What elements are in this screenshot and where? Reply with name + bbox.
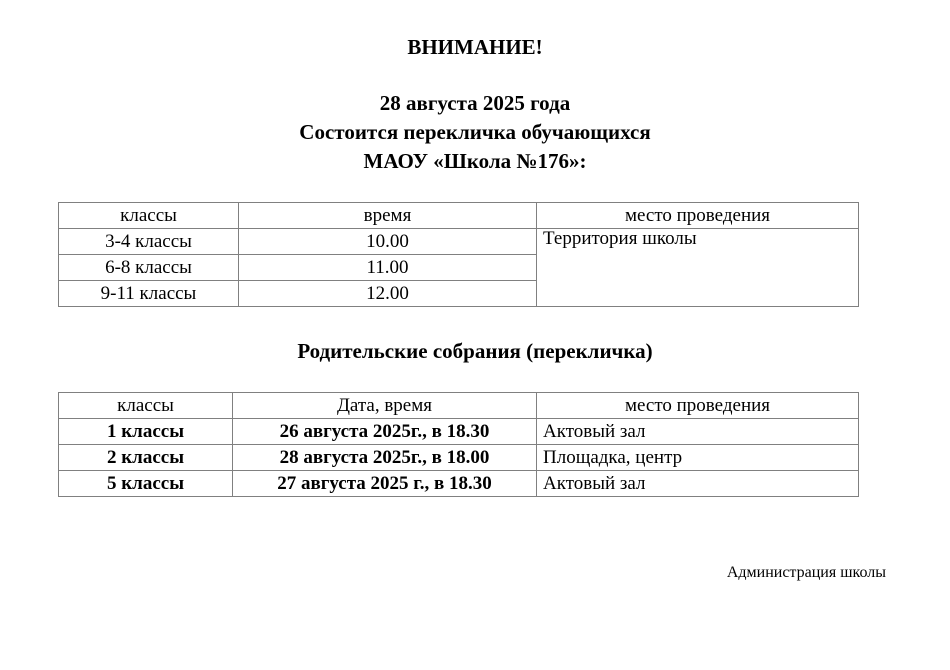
notice-subtitle-line1: Состоится перекличка обучающихся: [299, 120, 651, 144]
rollcall-table: [58, 202, 859, 307]
table-row: [59, 471, 859, 497]
notice-subtitle-line2: МАОУ «Школа №176»:: [363, 149, 587, 173]
row-time: 12.00: [239, 281, 537, 307]
header-place: место проведения: [537, 203, 859, 229]
row-place: Актовый зал: [537, 419, 859, 445]
table-row: [59, 419, 859, 445]
table-row: [59, 445, 859, 471]
signature: Администрация школы: [726, 564, 886, 581]
row-place: Актовый зал: [537, 471, 859, 497]
row-classes: 5 классы: [59, 471, 233, 497]
header-time: время: [239, 203, 537, 229]
table-row: [59, 229, 859, 255]
meetings-table: [58, 392, 859, 497]
table-header-row: [59, 393, 859, 419]
row-time: 10.00: [239, 229, 537, 255]
row-datetime: 26 августа 2025г., в 18.30: [233, 419, 537, 445]
header-place: место проведения: [537, 393, 859, 419]
header-classes: классы: [59, 203, 239, 229]
row-classes: 9-11 классы: [59, 281, 239, 307]
notice-date: 28 августа 2025 года: [379, 91, 571, 115]
row-classes: 3-4 классы: [59, 229, 239, 255]
row-time: 11.00: [239, 255, 537, 281]
row-classes: 1 классы: [59, 419, 233, 445]
meetings-title: Родительские собрания (перекличка): [297, 339, 653, 363]
row-classes: 6-8 классы: [59, 255, 239, 281]
header-datetime: Дата, время: [233, 393, 537, 419]
notice-title: ВНИМАНИЕ!: [407, 35, 543, 59]
row-datetime: 27 августа 2025 г., в 18.30: [233, 471, 537, 497]
rollcall-place: Территория школы: [537, 229, 859, 307]
row-place: Площадка, центр: [537, 445, 859, 471]
table-header-row: [59, 203, 859, 229]
row-classes: 2 классы: [59, 445, 233, 471]
row-datetime: 28 августа 2025г., в 18.00: [233, 445, 537, 471]
header-classes: классы: [59, 393, 233, 419]
